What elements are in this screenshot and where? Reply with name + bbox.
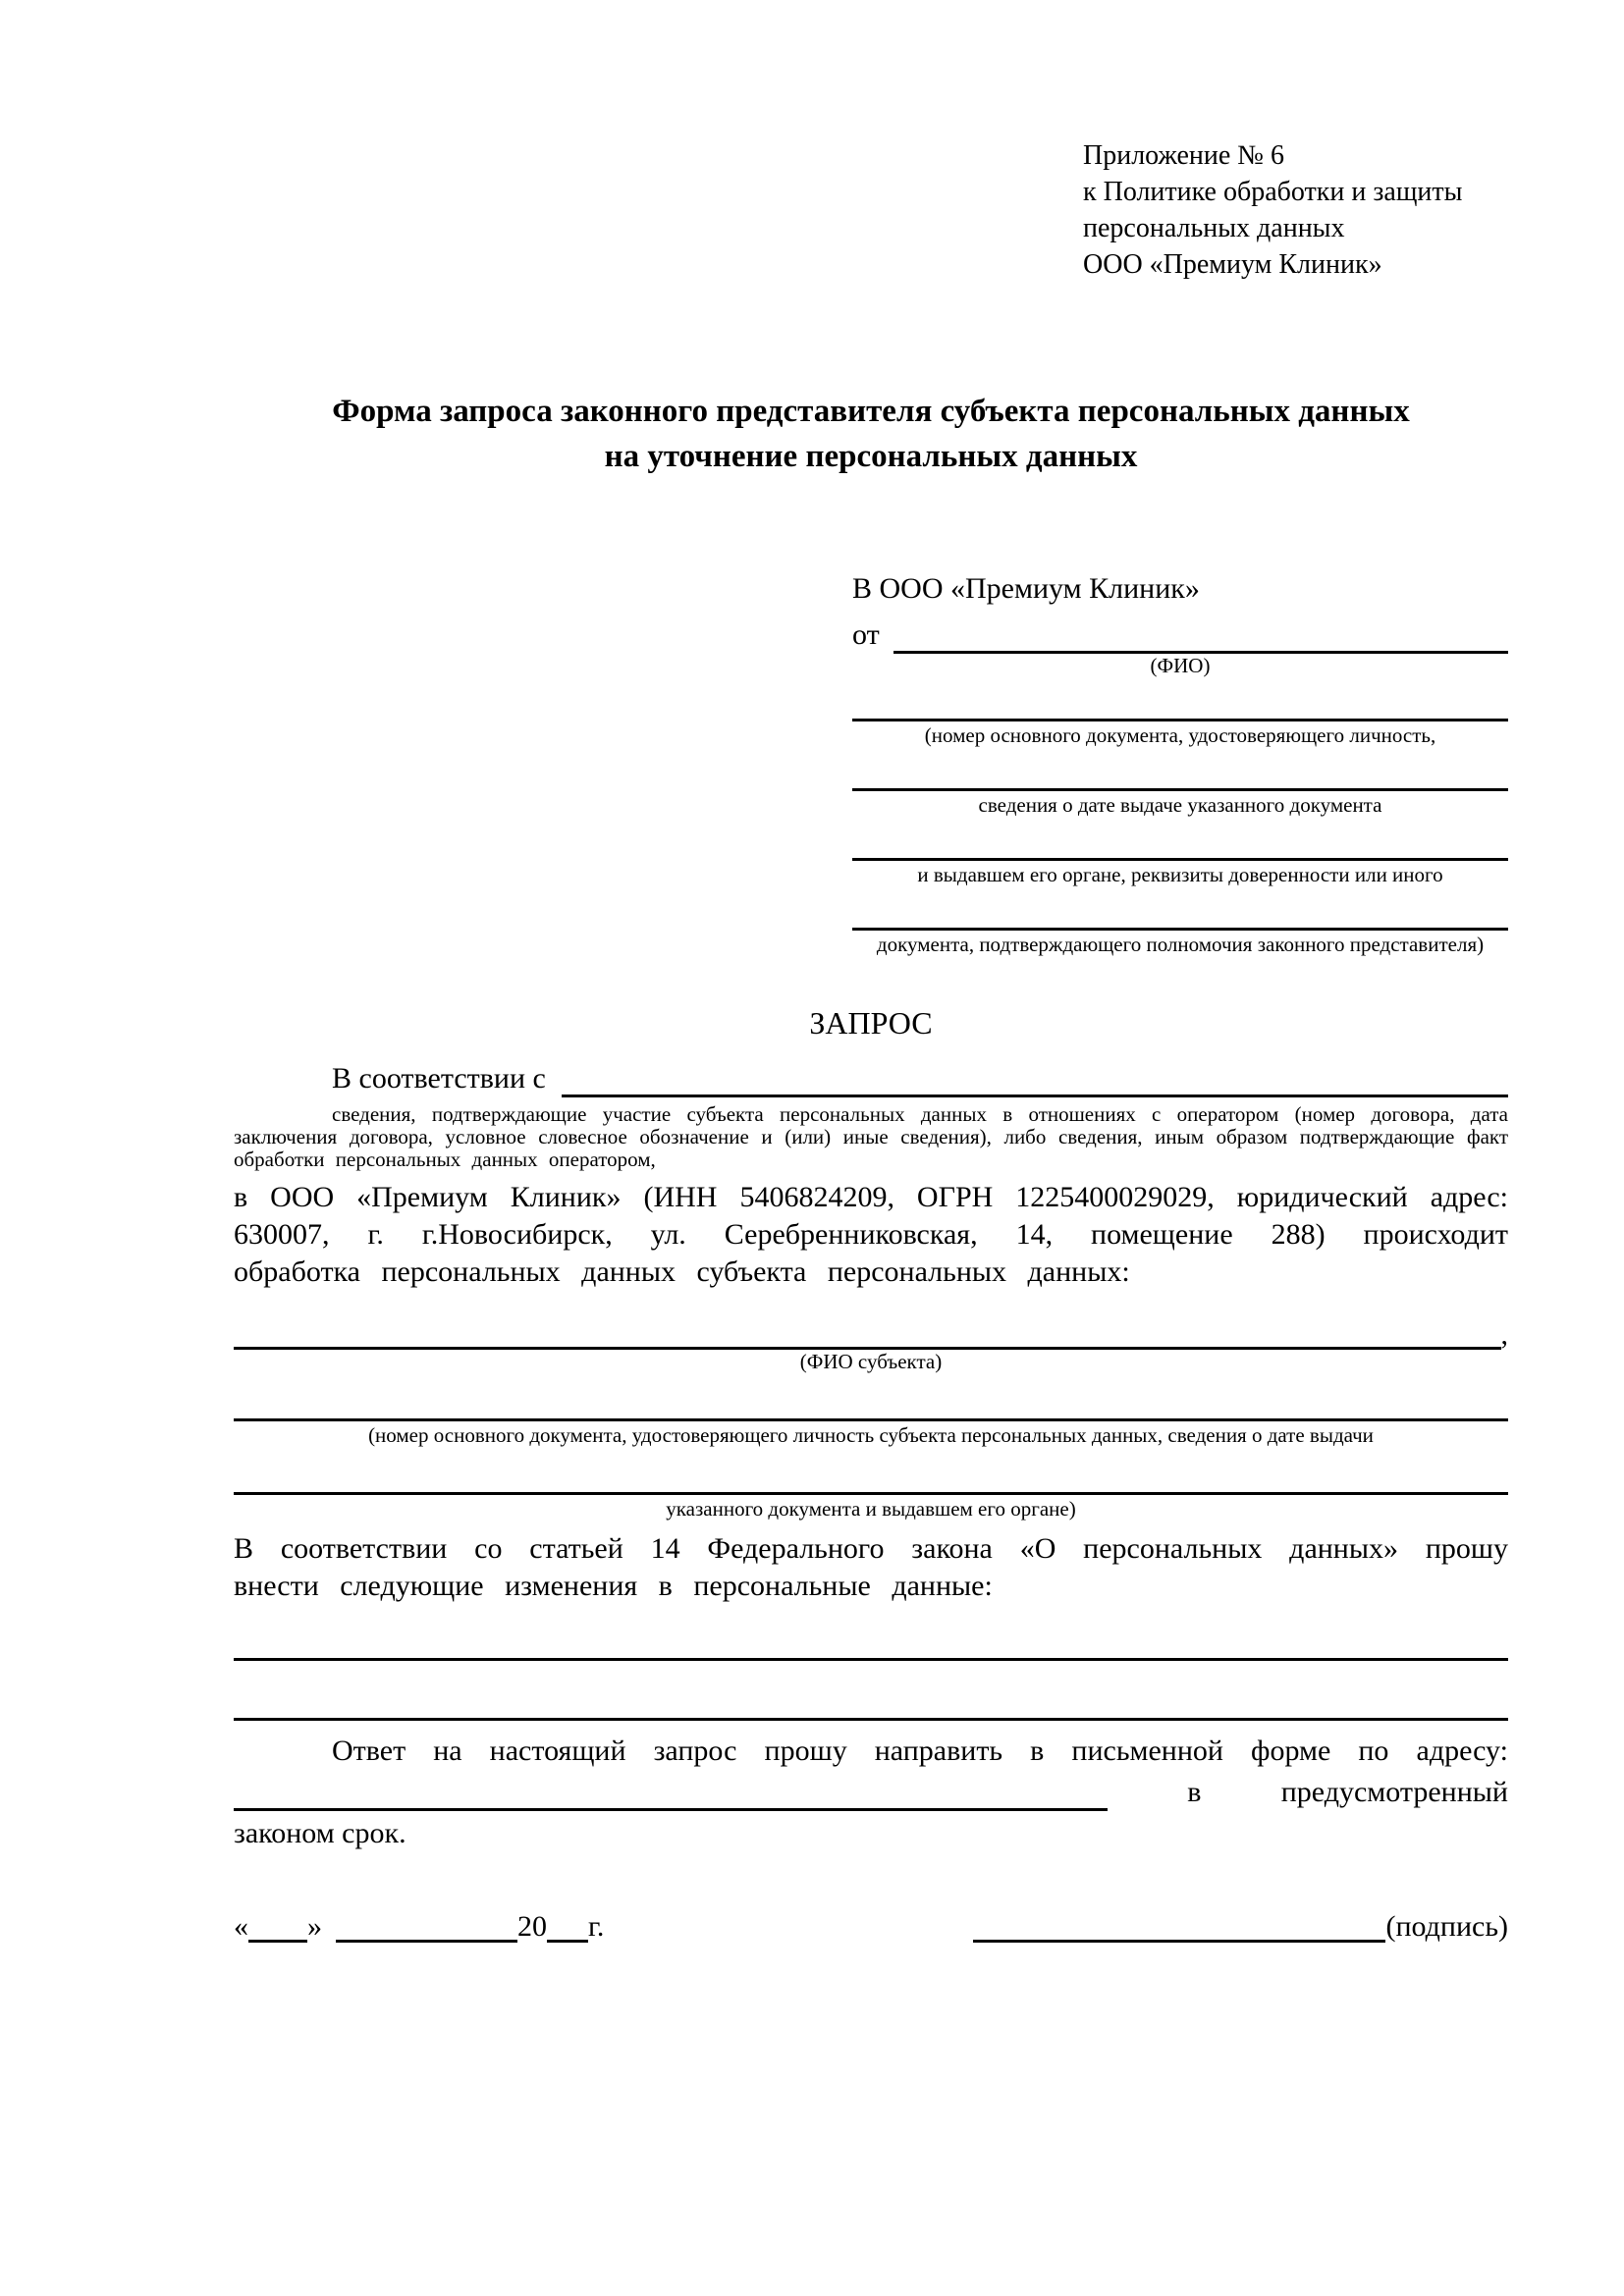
fio-blank-line <box>893 617 1508 654</box>
addressee-block <box>852 569 1508 956</box>
appendix-line: к Политике обработки и защиты <box>1083 177 1463 207</box>
subject-fio-blank-row <box>234 1291 1508 1350</box>
rep-doc-blank-group <box>852 774 1508 817</box>
request-heading: ЗАПРОС <box>809 1005 933 1041</box>
reply-paragraph: Ответ на настоящий запрос прошу направить в письменной форме по адресу: <box>332 1735 1508 1767</box>
law-paragraph: В соответствии со статьей 14 Федерального закона «О персональных данных» прошу внести следующие изменения в персональные данные: <box>234 1532 1508 1602</box>
signature-part <box>973 1910 1508 1943</box>
subject-doc-blank-line <box>234 1447 1508 1495</box>
subject-doc-caption: указанного документа и выдавшем его органе) <box>666 1497 1076 1521</box>
subject-doc-blank-group <box>234 1373 1508 1447</box>
reply-address-blank-line <box>234 1798 1108 1811</box>
date-year-suffix: г. <box>588 1910 605 1943</box>
rep-doc-blank-line <box>852 914 1508 931</box>
date-close-quote: » <box>307 1910 322 1943</box>
date-open-quote: « <box>234 1910 248 1943</box>
subject-fio-caption: (ФИО субъекта) <box>799 1350 943 1373</box>
operator-paragraph: в ООО «Премиум Клиник» (ИНН 5406824209, ОГРН 1225400029029, юридический адрес: 630007, г. г.Новосибирск, ул. Серебренниковская, 14, помещение 288) происходит обработка персональных данных субъекта персональных данных: <box>234 1181 1508 1288</box>
reply-address-row <box>234 1770 1508 1811</box>
date-month-blank <box>336 1910 517 1943</box>
intro-row <box>234 1054 1508 1097</box>
date-year-blank <box>547 1910 588 1943</box>
rep-doc-caption: (номер основного документа, удостоверяющего личность, <box>924 723 1436 747</box>
signature-caption: (подпись) <box>1385 1910 1508 1943</box>
intro-prefix-text: В соответствии с <box>332 1062 546 1095</box>
reply-mid-text: в <box>1187 1776 1202 1808</box>
reply-end-text: законом срок. <box>234 1817 406 1849</box>
intro-blank-line <box>562 1061 1508 1097</box>
rep-doc-blank-group <box>852 914 1508 956</box>
subject-doc-blank-group <box>234 1447 1508 1521</box>
reply-suffix-text: предусмотренный <box>1280 1776 1508 1808</box>
rep-doc-blank-line <box>852 844 1508 861</box>
date-part <box>234 1910 604 1943</box>
appendix-note <box>1083 137 1508 283</box>
intro-note: сведения, подтверждающие участие субъекта персональных данных в отношениях с оператором (номер договора, дата заключения договора, условное словесное обозначение и (или) иные сведения), либо сведения, иным образом подтверждающие факт обработки персональных данных оператором, <box>234 1102 1508 1171</box>
page-title: Форма запроса законного представителя субъекта персональных данных на уточнение персональных данных <box>332 394 1410 474</box>
rep-doc-blank-group <box>852 705 1508 747</box>
appendix-line: Приложение № 6 <box>1083 140 1284 171</box>
changes-blank-line <box>234 1605 1508 1661</box>
fio-caption: (ФИО) <box>1150 654 1211 677</box>
rep-doc-caption: документа, подтверждающего полномочия законного представителя) <box>876 933 1485 956</box>
rep-doc-blank-line <box>852 705 1508 721</box>
rep-doc-blank-group <box>852 844 1508 886</box>
date-day-blank <box>248 1910 307 1943</box>
addressee-from-label: от <box>852 618 880 651</box>
signature-blank-line <box>973 1910 1385 1943</box>
changes-blank-line <box>234 1661 1508 1721</box>
date-year-prefix: 20 <box>517 1910 547 1943</box>
signature-row <box>234 1899 1508 1943</box>
rep-doc-caption: сведения о дате выдаче указанного документа <box>978 793 1382 817</box>
appendix-line: персональных данных <box>1083 213 1345 243</box>
addressee-from-row <box>852 613 1508 654</box>
rep-doc-blank-line <box>852 774 1508 791</box>
subject-doc-caption: (номер основного документа, удостоверяющего личность субъекта персональных данных, сведения о дате выдачи <box>368 1423 1374 1447</box>
appendix-line: ООО «Премиум Клиник» <box>1083 249 1382 280</box>
addressee-to: В ООО «Премиум Клиник» <box>852 572 1200 605</box>
rep-doc-caption: и выдавшем его органе, реквизиты доверенности или иного <box>917 863 1443 886</box>
trailing-comma: , <box>1500 1318 1508 1351</box>
subject-fio-blank-line <box>234 1337 1501 1350</box>
subject-doc-blank-line <box>234 1373 1508 1421</box>
